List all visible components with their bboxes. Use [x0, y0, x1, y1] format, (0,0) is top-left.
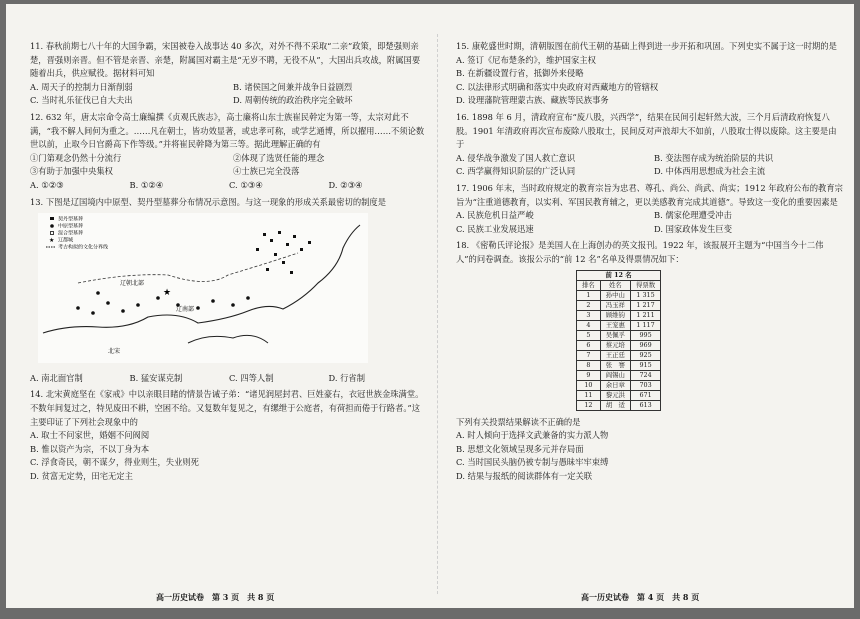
name-cell: 吴佩孚: [600, 330, 630, 340]
question-11: [30, 40, 428, 108]
votes-cell: 671: [630, 390, 660, 400]
name-cell: 顾维钧: [600, 310, 630, 320]
question-15: [456, 40, 844, 108]
left-column: [30, 40, 428, 486]
rank-cell: 4: [577, 320, 601, 330]
option-c: C. 以法律形式明确和落实中央政府对西藏地方的管辖权: [456, 81, 659, 92]
option-a: A. 时人倾向于选择文武兼备的实力派人物: [456, 430, 609, 441]
question-15-text: 15. 康乾盛世时期，清朝版图在前代王朝的基础上得到进一步开拓和巩固。下列史实不属于这一时期的是: [456, 41, 837, 51]
votes-cell: 1 117: [630, 320, 660, 330]
rank-cell: 2: [577, 300, 601, 310]
table-row: [577, 320, 661, 330]
option-b: B. 儒家伦理遭受冲击: [654, 210, 732, 221]
question-11-text: 11. 春秋前期七八十年的大国争霸，宋国被卷入战事达 40 多次，对外不得不采取“二亲”政策，即楚强则亲楚，晋强则亲晋。但不管是亲晋、亲楚，附属国对霸主是“无岁不聘，无役不从”，大国出兵攻战，附属国要随着出兵，供应赋役。据材料可知: [30, 41, 421, 79]
table-row: [577, 400, 661, 410]
rank-cell: 6: [577, 340, 601, 350]
option-c: C. 当时国民头脑仍被专制与愚昧牢牢束缚: [456, 457, 609, 468]
option-b: B. 在新疆设置行省，抵御外来侵略: [456, 68, 584, 79]
votes-cell: 995: [630, 330, 660, 340]
table-caption: 前 12 名: [577, 270, 661, 280]
rank-cell: 12: [577, 400, 601, 410]
footer-right: 高一历史试卷 第 4 页 共 8 页: [581, 592, 700, 602]
votes-cell: 1 315: [630, 290, 660, 300]
question-12-text: 12. 632 年，唐太宗命令高士廉编撰《贞观氏族志》，高士廉将山东士族崔民幹定为第一等，太宗对此不满，“我不解人间何为重之。……凡在朝士，皆功效显著，或忠孝可称，或学艺通博，所以擢用……不须论数世以前，止取今日官爵高下作等级。”并将崔民幹降为第三等。据此理解正确的有: [30, 111, 425, 150]
page-divider: [437, 34, 438, 594]
legend-khitan: 契丹型墓葬: [58, 216, 84, 223]
table-row: [577, 340, 661, 350]
table-body: [577, 290, 661, 410]
table-row: [577, 300, 661, 310]
votes-cell: 925: [630, 350, 660, 360]
option-c: C. ①③④: [229, 179, 263, 190]
option-b: B. 变法图存成为统治阶层的共识: [654, 152, 774, 163]
option-b: B. 猛安谋克制: [129, 372, 183, 383]
option-a: A. ①②③: [30, 179, 64, 190]
question-12-items: [30, 152, 428, 179]
question-16: [456, 111, 844, 179]
votes-cell: 1 211: [630, 310, 660, 320]
rank-cell: 8: [577, 360, 601, 370]
capital-star: ★: [163, 288, 172, 299]
name-cell: 孙中山: [600, 290, 630, 300]
option-d: D. 周朝传统的政治秩序完全破坏: [233, 95, 353, 106]
question-18-stem2: 下列有关投票结果解读不正确的是: [456, 416, 581, 427]
table-row: [577, 360, 661, 370]
option-c: C. 西学赢得知识阶层的广泛认同: [456, 166, 576, 177]
name-cell: 冯玉祥: [600, 300, 630, 310]
option-b: B. 思想文化领域呈现多元并存局面: [456, 443, 584, 454]
legend-mixed: 混合型墓葬: [58, 230, 84, 237]
col-votes: 得票数: [630, 280, 660, 290]
table-row: [577, 370, 661, 380]
name-cell: 阎锡山: [600, 370, 630, 380]
option-d: D. ②③④: [328, 179, 363, 190]
name-cell: 王宠惠: [600, 320, 630, 330]
question-13-options: [30, 372, 428, 386]
item-2: ②体现了选贤任能的理念: [233, 152, 325, 163]
option-a: A. 周天子的控制力日渐削弱: [30, 81, 133, 92]
question-12-options: [30, 179, 428, 193]
legend-capital: 辽都城: [58, 237, 74, 244]
votes-cell: 613: [630, 400, 660, 410]
table-row: [577, 290, 661, 300]
option-d: D. 行省制: [328, 372, 366, 383]
option-c: C. 民族工业发展迅速: [456, 223, 534, 234]
name-cell: 王正廷: [600, 350, 630, 360]
question-17-text: 17. 1906 年末，当时政府规定的教育宗旨为忠君、尊孔、尚公、尚武、尚实；1912 年政府公布的教育宗旨为“注重道德教育，以实利、军国民教育辅之，更以美感教育完成其道德”。导致这一变化的重要因素是: [456, 182, 843, 207]
rank-cell: 9: [577, 370, 601, 380]
label-south: 辽南部: [176, 306, 195, 314]
option-d: D. 国家政体发生巨变: [654, 223, 733, 234]
option-b: B. 惟以资产为宗，不以丁身为本: [30, 443, 150, 454]
footer-left: 高一历史试卷 第 3 页 共 8 页: [156, 592, 275, 602]
legend-central-plains: 中原型墓葬: [58, 223, 84, 230]
ranking-table: [576, 270, 661, 411]
question-14: [30, 388, 428, 483]
name-cell: 蔡元培: [600, 340, 630, 350]
right-column: [456, 40, 844, 486]
item-4: ④士族已完全没落: [233, 166, 300, 177]
votes-cell: 915: [630, 360, 660, 370]
option-c: C. 四等人制: [229, 372, 274, 383]
rank-cell: 7: [577, 350, 601, 360]
table-row: [577, 390, 661, 400]
option-d: D. 设理藩院管理蒙古族、藏族等民族事务: [456, 95, 609, 106]
question-14-options: [30, 429, 428, 483]
votes-cell: 1 217: [630, 300, 660, 310]
votes-cell: 724: [630, 370, 660, 380]
col-name: 姓名: [600, 280, 630, 290]
item-1: ①门第观念仍然十分流行: [30, 152, 122, 163]
question-15-options: [456, 54, 844, 108]
option-a: A. 签订《尼布楚条约》，维护国家主权: [456, 54, 596, 65]
rank-cell: 3: [577, 310, 601, 320]
question-12: [30, 111, 428, 193]
option-a: A. 南北面官制: [30, 372, 83, 383]
legend-boundary: 考古构拟的文化分界线: [58, 244, 109, 251]
table-row: [577, 310, 661, 320]
col-rank: 排名: [577, 280, 601, 290]
label-song: 北宋: [108, 348, 121, 356]
option-b: B. ①②④: [129, 179, 164, 190]
votes-cell: 969: [630, 340, 660, 350]
question-13-text: 13. 下图是辽国境内中原型、契丹型墓葬分布情况示意图。与这一现象的形成关系最密切的制度是: [30, 196, 387, 207]
question-14-text: 14. 北宋黄庭坚在《家戒》中以亲眼目睹的情景告诫子弟：“诸见润屋封君、巨姓豪右，衣冠世族金珠满堂。不数年间复过之，特见废田不耕，空困不给。又复数年复见之，有缧绁于公庭者，有荷担而倦于行路者。”这主要印证了下列社会现象中的: [30, 389, 424, 427]
name-cell: 胡 适: [600, 400, 630, 410]
question-16-options: [456, 152, 844, 179]
option-c: C. 当时礼乐征伐已自大夫出: [30, 95, 133, 106]
option-a: A. 取士不问家世，婚姻不问阀阅: [30, 430, 150, 441]
item-3: ③有助于加强中央集权: [30, 166, 113, 177]
name-cell: 张 謇: [600, 360, 630, 370]
question-16-text: 16. 1898 年 6 月，清政府宣布“废八股，兴西学”，结果在民间引起轩然大波，三个月后清政府恢复八股。1901 年清政府再次宣布废除八股取士，民间反对声浪却大不如前，八股取士得以废除。这主要是由于: [456, 111, 837, 150]
option-d: D. 结果与报纸的阅读群体有一定关联: [456, 470, 593, 481]
exam-sheet: [6, 4, 854, 608]
svg-text:★: ★: [49, 237, 55, 245]
label-north: 辽朝北部: [120, 280, 145, 288]
question-17-options: [456, 209, 844, 236]
option-a: A. 侵华战争激发了国人救亡意识: [456, 152, 576, 163]
option-d: D. 中体西用思想成为社会主流: [654, 166, 766, 177]
rank-cell: 11: [577, 390, 601, 400]
table-row: [577, 330, 661, 340]
question-11-options: [30, 81, 428, 108]
rank-cell: 10: [577, 380, 601, 390]
liao-tomb-map: [38, 213, 368, 363]
question-18-options: [456, 429, 844, 483]
rank-cell: 1: [577, 290, 601, 300]
question-18-text: 18. 《密勒氏评论报》是美国人在上海创办的英文报刊。1922 年，该报展开主题为“中国当今十二伟人”的问卷调查。该报公示的“前 12 名”名单及得票情况如下：: [456, 240, 824, 264]
name-cell: 余日章: [600, 380, 630, 390]
question-13: [30, 196, 428, 386]
table-row: [577, 380, 661, 390]
question-17: [456, 182, 844, 236]
option-d: D. 贫富无定势，田宅无定主: [30, 470, 133, 481]
option-a: A. 民族危机日益严峻: [456, 210, 534, 221]
name-cell: 黎元洪: [600, 390, 630, 400]
option-c: C. 浮食奇民，朝不谋夕，得业则生，失业则死: [30, 457, 199, 468]
option-b: B. 诸侯国之间兼并战争日益剧烈: [233, 81, 353, 92]
votes-cell: 703: [630, 380, 660, 390]
table-row: [577, 350, 661, 360]
question-18: [456, 239, 844, 483]
rank-cell: 5: [577, 330, 601, 340]
